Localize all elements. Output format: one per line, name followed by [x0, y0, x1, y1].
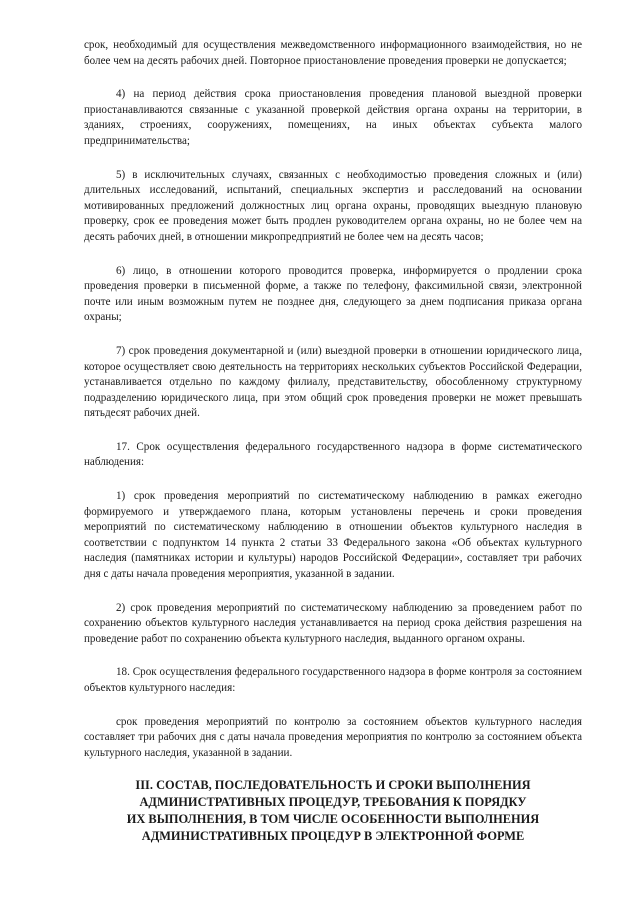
heading-line-3: ИХ ВЫПОЛНЕНИЯ, В ТОМ ЧИСЛЕ ОСОБЕННОСТИ ВЫПОЛНЕНИЯ — [126, 812, 540, 826]
paragraph-section-18: 18. Срок осуществления федерального государственного надзора в форме контроля за состоянием объектов культурного наследия: — [84, 666, 582, 694]
paragraph-18-text: срок проведения мероприятий по контролю за состоянием объектов культурного наследия составляет три рабочих дня с даты начала проведения мероприятия по контролю за состоянием объекта культурного наследия, указанной в задании. — [84, 715, 582, 759]
paragraph-continuation: срок, необходимый для осуществления межведомственного информационного взаимодействия, но не более чем на десять рабочих дней. Повторное приостановление проведения проверки не допускается; — [84, 39, 582, 67]
section-heading — [84, 777, 582, 845]
paragraph-17-item-2: 2) срок проведения мероприятий по систематическому наблюдению за проведением работ по сохранению объектов культурного наследия устанавливается на период срока действия разрешения на проведение работ по сохранению объекта культурного наследия, выданного органом охраны. — [84, 601, 582, 645]
paragraph-section-17: 17. Срок осуществления федерального государственного надзора в форме систематического наблюдения: — [84, 440, 582, 469]
heading-line-2: АДМИНИСТРАТИВНЫХ ПРОЦЕДУР, ТРЕБОВАНИЯ К ПОРЯДКУ — [139, 795, 527, 809]
paragraph-item-5: 5) в исключительных случаях, связанных с необходимостью проведения сложных и (или) длительных исследований, испытаний, специальных экспертиз и расследований на основании мотивированных предложений должностных лиц органа охраны, проводящих выездную плановую проверку, срок ее проведения может быть продлен руководителем органа охраны, но не более чем на десять рабочих дней, в отношении микропредприятий не более чем на десять часов; — [84, 168, 582, 243]
paragraph-item-4: 4) на период действия срока приостановления проведения плановой выездной проверки приостанавливаются связанные с указанной проверкой действия органа охраны на территории, в зданиях, строениях, сооружениях, помещениях, на иных объектах субъекта малого предпринимательства; — [84, 88, 582, 147]
paragraph-17-item-1: 1) срок проведения мероприятий по систематическому наблюдению в рамках ежегодно формируемого и утверждаемого плана, которым установлены перечень и сроки проведения мероприятий по систематическому наблюдению в отношении объектов культурного наследия в соответствии с подпунктом 14 пункта 2 статьи 33 Федерального закона «Об объектах культурного наследия (памятниках истории и культуры) народов Российской Федерации», составляет три рабочих дня с даты начала проведения мероприятия, указанной в задании. — [84, 490, 582, 581]
heading-line-1: III. СОСТАВ, ПОСЛЕДОВАТЕЛЬНОСТЬ И СРОКИ ВЫПОЛНЕНИЯ — [135, 778, 531, 792]
heading-line-4: АДМИНИСТРАТИВНЫХ ПРОЦЕДУР В ЭЛЕКТРОННОЙ ФОРМЕ — [141, 829, 525, 843]
paragraph-item-6: 6) лицо, в отношении которого проводится проверка, информируется о продлении срока проведения проверки в письменной форме, а также по телефону, факсимильной связи, электронной почте или иным возможным путем не позднее дня, следующего за днем подписания приказа органа охраны; — [84, 264, 582, 324]
paragraph-item-7: 7) срок проведения документарной и (или) выездной проверки в отношении юридического лица, которое осуществляет свою деятельность на территориях нескольких субъектов Российской Федерации, устанавливается отдельно по каждому филиалу, представительству, обособленному структурному подразделению юридического лица, при этом общий срок проведения проверки не может превышать пятьдесят рабочих дней. — [84, 344, 582, 420]
document-body — [84, 38, 582, 779]
